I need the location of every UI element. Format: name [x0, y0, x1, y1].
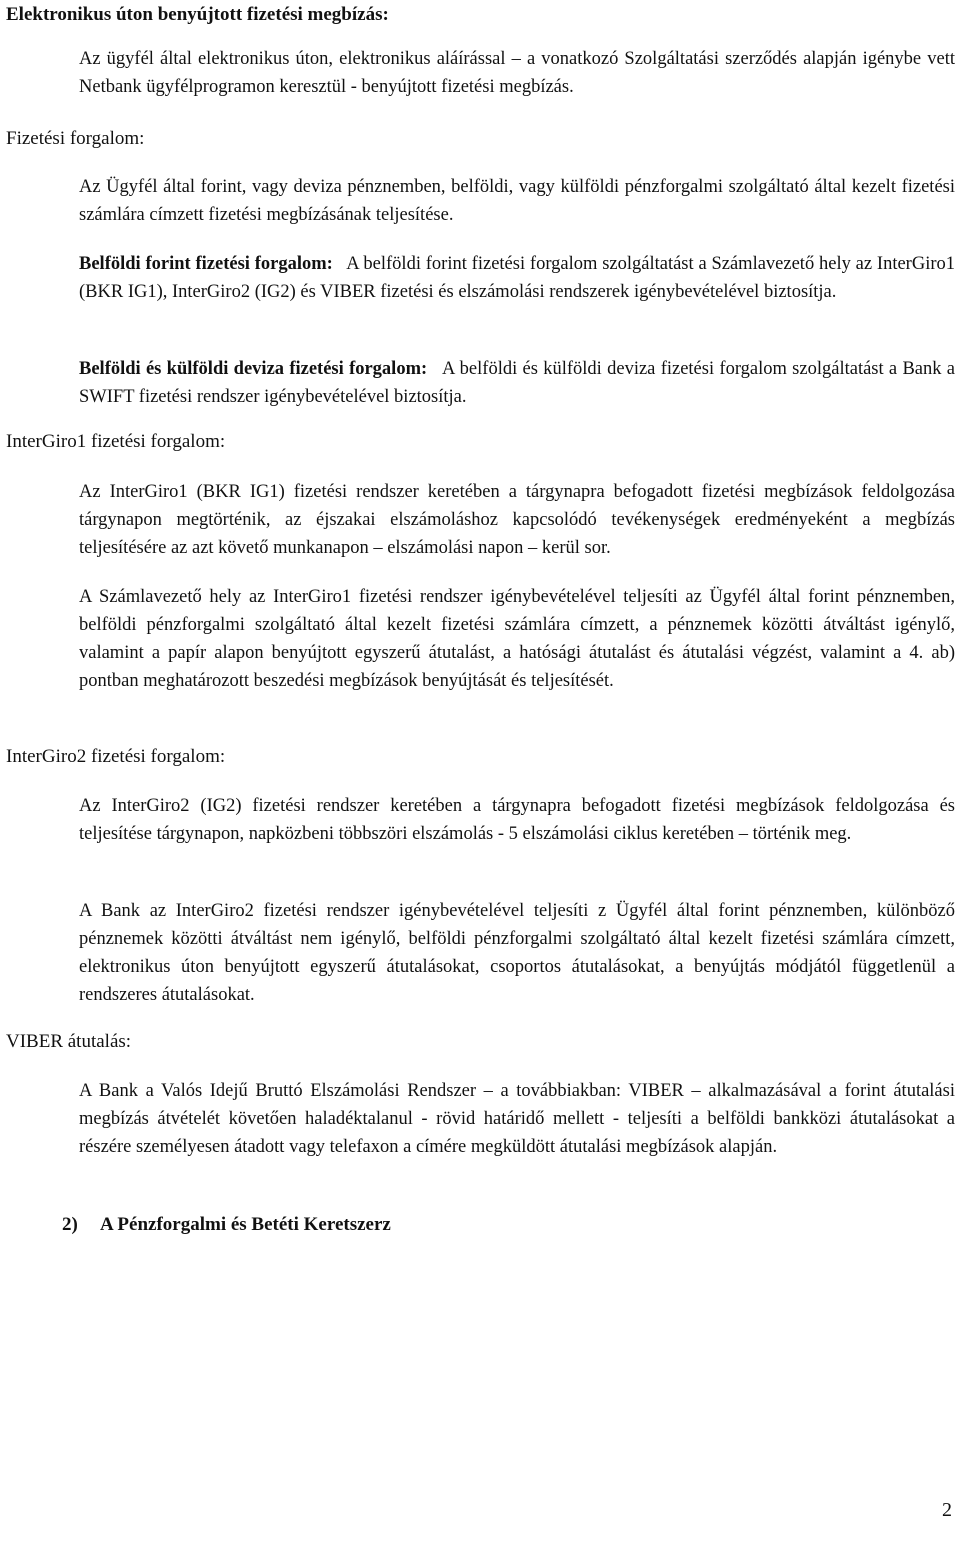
term-viber: VIBER átutalás: — [6, 1031, 132, 1052]
lead-domestic-foreign: Belföldi és külföldi deviza fizetési forgalom: — [79, 359, 428, 379]
text-domestic-foreign: A belföldi és külföldi deviza fizetési forgalom szolgáltatást a Bank a SWIFT fizetési rendszer igénybevételével biztosítja. — [79, 359, 956, 407]
text-domestic-forint: A belföldi forint fizetési forgalom szolgáltatást a Számlavezető hely az InterGiro1 (BKR IG1), InterGiro2 (IG2) és VIBER fizetési és elszámolási rendszerek igénybevételével biztosítja. — [79, 254, 955, 302]
section-title: A Pénzforgalmi és Betéti Keretszerz — [100, 1214, 391, 1235]
paragraph-viber: A Bank a Valós Idejű Bruttó Elszámolási Rendszer – a továbbiakban: VIBER – alkalmazásával a forint átutalási megbízás átvételét követően haladéktalanul - rövid határidő mellett - teljesíti a belföldi bankközi átutalásokat a részére személyesen átadott vagy telefaxon a címére megküldött átutalási megbízások alapján. — [79, 1081, 955, 1157]
paragraph-domestic-foreign — [79, 355, 955, 411]
paragraph-intergiro1-1: Az InterGiro1 (BKR IG1) fizetési rendszer keretében a tárgynapra befogadott fizetési megbízások feldolgozása tárgynapon megtörténik, az éjszakai elszámoláshoz kapcsolódó tevékenységek eredményeként a megbízás teljesítésére az azt követő munkanapon – elszámolási napon – kerül sor. — [79, 482, 955, 558]
lead-domestic-forint: Belföldi forint fizetési forgalom: — [79, 254, 333, 274]
definition-payment-traffic: Az Ügyfél által forint, vagy deviza pénznemben, belföldi, vagy külföldi pénzforgalmi szolgáltató által kezelt fizetési számlára címzett fizetési megbízásának teljesítése. — [79, 177, 955, 225]
paragraph-intergiro2-1: Az InterGiro2 (IG2) fizetési rendszer keretében a tárgynapra befogadott fizetési megbízások feldolgozása és teljesítése tárgynapon, napközbeni többszöri elszámolás - 5 elszámolási ciklus keretében – történik meg. — [79, 796, 955, 844]
page-number: 2 — [942, 1499, 952, 1521]
section-number: 2) — [62, 1214, 78, 1235]
definition-electronic-order: Az ügyfél által elektronikus úton, elektronikus aláírással – a vonatkozó Szolgáltatási szerződés alapján igénybe vett Netbank ügyfélprogramon keresztül - benyújtott fizetési megbízás. — [79, 49, 955, 97]
paragraph-domestic-forint — [79, 250, 955, 306]
term-payment-traffic: Fizetési forgalom: — [6, 128, 145, 149]
section-heading-2 — [62, 1212, 391, 1238]
term-electronic-order: Elektronikus úton benyújtott fizetési megbízás: — [6, 4, 389, 25]
term-intergiro2: InterGiro2 fizetési forgalom: — [6, 746, 226, 767]
paragraph-intergiro1-2: A Számlavezető hely az InterGiro1 fizetési rendszer igénybevételével teljesíti az Ügyfél által forint pénznemben, belföldi pénzforgalmi szolgáltató által kezelt fizetési számlára címzett, a pénznemek közötti átváltást igénylő, valamint a papír alapon benyújtott egyszerű átutalást, a hatósági átutalást és átutalási végzést, valamint a 4. ab) pontban meghatározott beszedési megbízások benyújtását és teljesítését. — [79, 587, 955, 691]
term-intergiro1: InterGiro1 fizetési forgalom: — [6, 431, 226, 452]
paragraph-intergiro2-2: A Bank az InterGiro2 fizetési rendszer igénybevételével teljesíti z Ügyfél által forint pénznemben, különböző pénznemek közötti átváltást nem igénylő, belföldi pénzforgalmi szolgáltató által kezelt fizetési számlára címzett, elektronikus úton benyújtott egyszerű átutalásokat, csoportos átutalásokat, a benyújtás módjától függetlenül a rendszeres átutalásokat. — [79, 901, 955, 1005]
